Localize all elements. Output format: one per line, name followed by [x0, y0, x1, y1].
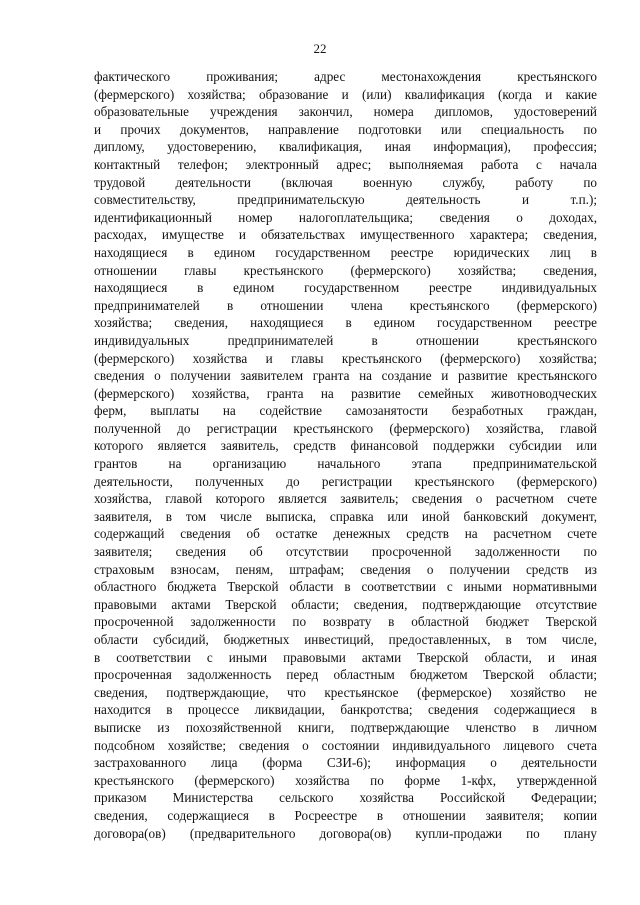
text-line: идентификационный номер налогоплательщика; сведения о доходах,	[94, 209, 597, 225]
text-line: (фермерского) хозяйства и главы крестьянского (фермерского) хозяйства;	[94, 350, 597, 366]
text-line: областного бюджета Тверской области в соответствии с иными нормативными	[94, 579, 597, 595]
text-line: деятельности, полученных до регистрации крестьянского (фермерского)	[94, 473, 597, 489]
text-line: хозяйства; сведения, находящиеся в едином государственном реестре	[94, 315, 597, 331]
page-number: 22	[313, 41, 327, 56]
text-line: контактный телефон; электронный адрес; выполняемая работа с начала	[94, 156, 597, 172]
text-line: отношении главы крестьянского (фермерского) хозяйства; сведения,	[94, 262, 597, 278]
text-line: совместительству, предпринимательскую деятельность и т.п.);	[94, 192, 597, 208]
text-line: находящиеся в едином государственном реестре юридических лиц в	[94, 244, 597, 260]
text-line: заявителя, в том числе выписка, справка или иной банковский документ,	[94, 508, 597, 524]
text-line: подсобном хозяйстве; сведения о состоянии индивидуального лицевого счета	[94, 737, 597, 753]
text-line: трудовой деятельности (включая военную службу, работу по	[94, 174, 597, 190]
text-line: крестьянского (фермерского) хозяйства по форме 1-кфх, утвержденной	[94, 772, 597, 788]
text-line: диплому, удостоверению, квалификация, иная информация), профессия;	[94, 139, 597, 155]
text-line: сведения, подтверждающие, что крестьянское (фермерское) хозяйство не	[94, 684, 597, 700]
text-line: страховым взносам, пеням, штрафам; сведения о получении средств из	[94, 561, 597, 577]
text-line: области субсидий, бюджетных инвестиций, предоставленных, в том числе,	[94, 632, 597, 647]
text-line: хозяйства, главой которого является заявитель; сведения о расчетном счете	[94, 491, 597, 507]
text-line: в соответствии с иными правовыми актами Тверской области, и иная	[94, 649, 597, 665]
text-line: расходах, имуществе и обязательствах имущественного характера; сведения,	[94, 227, 597, 243]
text-line: содержащий сведения об остатке денежных средств на расчетном счете	[94, 526, 597, 542]
text-line: правовыми актами Тверской области; сведения, подтверждающие отсутствие	[94, 596, 597, 612]
text-line: находится в процессе ликвидации, банкротства; сведения содержащиеся в	[94, 702, 597, 718]
text-line: выписке из похозяйственной книги, подтверждающие членство в личном	[94, 719, 597, 735]
text-line: полученной до регистрации крестьянского (фермерского) хозяйства, главой	[94, 420, 597, 436]
text-line: ферм, выплаты на содействие самозанятости безработных граждан,	[94, 403, 597, 419]
text-line: просроченная задолженность перед областным бюджетом Тверской области;	[94, 667, 597, 683]
text-line: приказом Министерства сельского хозяйства Российской Федерации;	[94, 790, 597, 806]
text-line: сведения о получении заявителем гранта на создание и развитие крестьянского	[94, 368, 597, 384]
text-line: застрахованного лица (форма СЗИ-6); информация о деятельности	[94, 755, 597, 771]
text-line: находящиеся в едином государственном реестре индивидуальных	[94, 280, 597, 296]
text-line: образовательные учреждения закончил, номера дипломов, удостоверений	[94, 104, 597, 120]
text-line: просроченной задолженности по возврату в областной бюджет Тверской	[94, 614, 597, 630]
text-line: сведения, содержащиеся в Росреестре в отношении заявителя; копии	[94, 807, 597, 823]
text-line: которого является заявитель, средств финансовой поддержки субсидии или	[94, 438, 597, 454]
text-line: грантов на организацию начального этапа предпринимательской	[94, 456, 597, 472]
body-text	[94, 68, 597, 842]
text-line: заявителя; сведения об отсутствии просроченной задолженности по	[94, 544, 597, 560]
text-line: индивидуальных предпринимателей в отношении крестьянского	[94, 332, 597, 348]
text-line: и прочих документов, направление подготовки или специальность по	[94, 121, 597, 137]
text-line: (фермерского) хозяйства, гранта на развитие семейных животноводческих	[94, 385, 597, 401]
text-line: договора(ов) (предварительного договора(ов) купли-продажи по плану	[94, 825, 597, 841]
text-line: предпринимателей в отношении члена крестьянского (фермерского)	[94, 297, 597, 313]
text-line: (фермерского) хозяйства; образование и (или) квалификация (когда и какие	[94, 86, 597, 102]
text-line: фактического проживания; адрес местонахождения крестьянского	[94, 69, 597, 84]
